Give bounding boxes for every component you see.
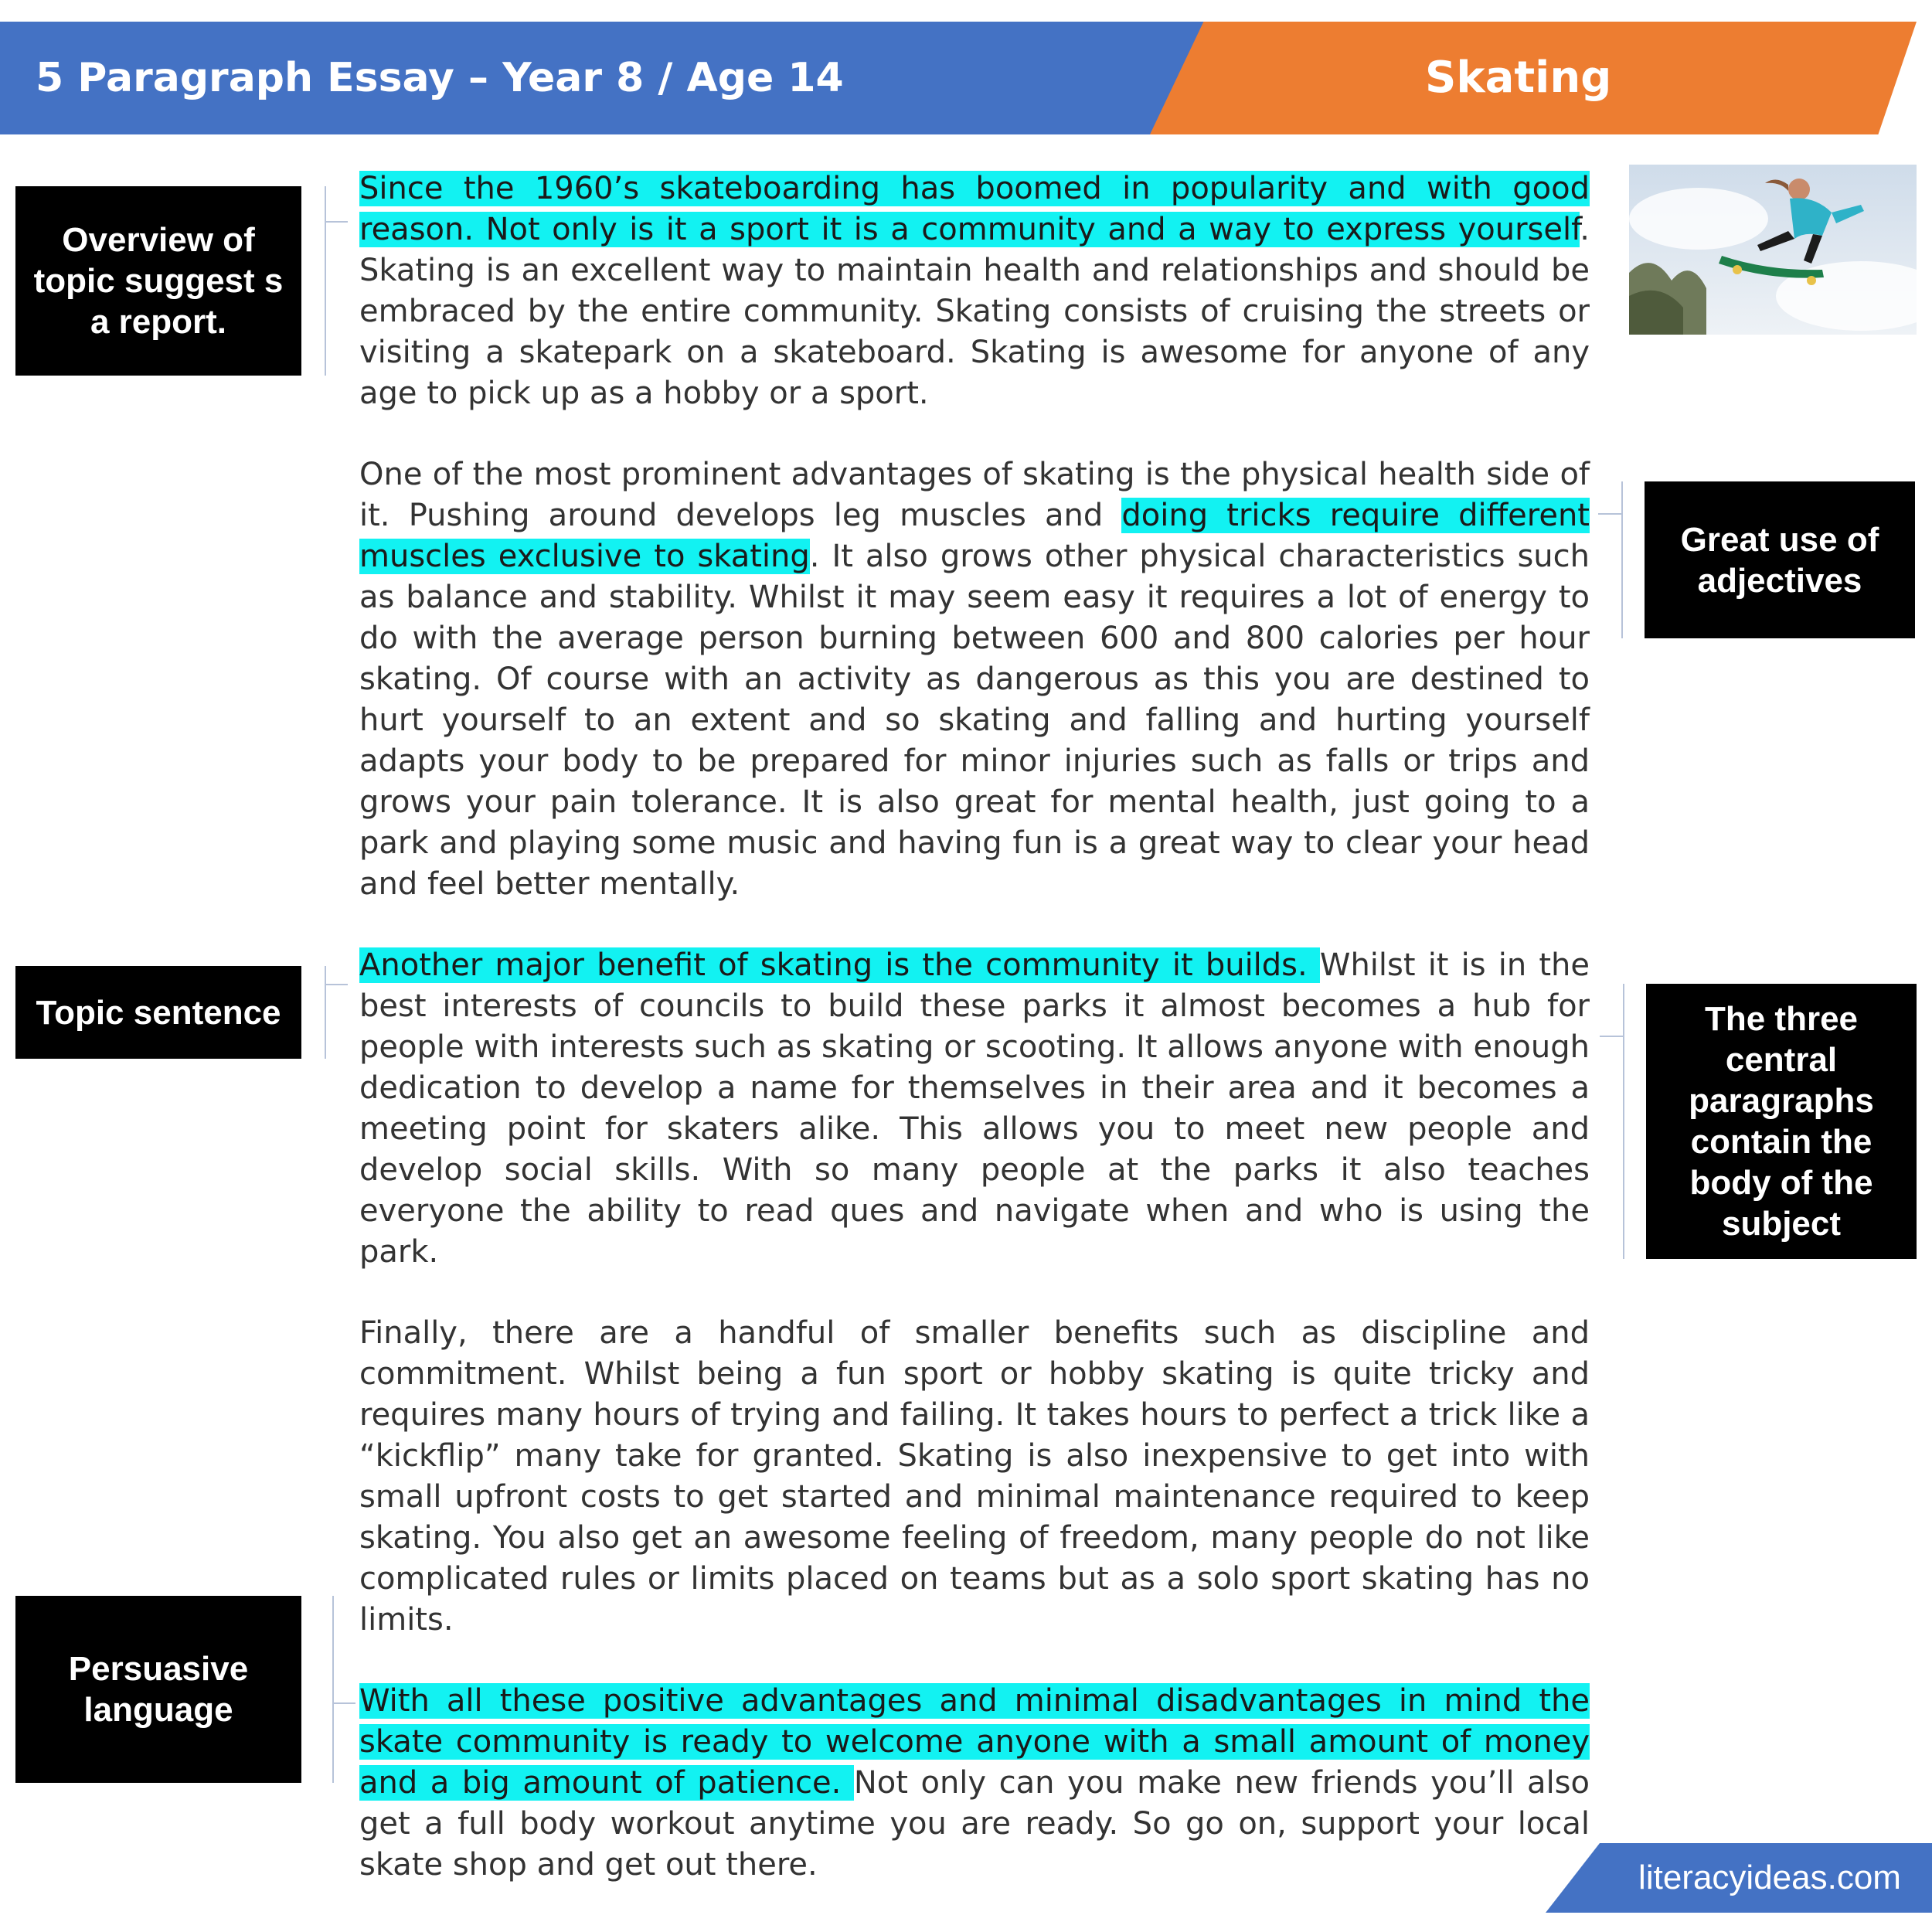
annotation-persuasive — [15, 1596, 301, 1783]
body-1-after: . It also grows other physical characteristics such as balance and stability. Whilst it may seem easy it requires a lot of energy to do with the average person burning between 600 and 800 calories per hour skating. Of course with an activity as dangerous as this you are destined to hurt yourself to an extent and so skating and falling and hurting yourself adapts your body to be prepared for minor injuries such as falls or trips and grows your pain tolerance. It is also great for mental health, just going to a park and playing some music and having fun is a great way to clear your head and feel better mentally. — [359, 539, 1590, 902]
page-title: 5 Paragraph Essay – Year 8 / Age 14 — [36, 55, 844, 101]
body-3-text: Finally, there are a handful of smaller benefits such as discipline and commitment. Whilst being a fun sport or hobby skating is quite tricky and requires many hours of trying and failing. It takes hours to perfect a trick like a “kickflip” many take for granted. Skating is also inexpensive to get into with small upfront costs to get started and minimal maintenance required to keep skating. You also get an awesome feeling of freedom, many people do not like complicated rules or limits placed on teams but as a solo sport skating has no limits. — [359, 1315, 1590, 1638]
annotation-overview — [15, 186, 301, 376]
essay-paragraph-introduction — [359, 168, 1590, 414]
body-2-rest: Whilst it is in the best interests of councils to build these parks it almost becomes a hub for people with interests such as skating or scooting. It allows anyone with enough dedication to develop a name for themselves in their area and it becomes a meeting point for skaters alike. This allows you to meet new people and develop social skills. With so many people at the parks it also teaches everyone the ability to read ques and navigate when and who is using the park. — [359, 947, 1590, 1270]
bracket-topic-sentence — [325, 966, 326, 1059]
highlight-adjectives: doing tricks require different muscles exclusive to skating — [359, 498, 1590, 574]
introduction-rest: . Skating is an excellent way to maintain health and relationships and should be embraced by the entire community. Skating consists of cruising the streets or visiting a skatepark on a skateboard. Skating is awesome for anyone of any age to pick up as a hobby or a sport. — [359, 212, 1590, 411]
bracket-adjectives-tick — [1598, 513, 1621, 515]
essay-paragraph-conclusion — [359, 1681, 1590, 1886]
annotation-central-paragraphs — [1646, 984, 1917, 1259]
bracket-persuasive-tick — [332, 1702, 355, 1704]
annotation-topic-sentence — [15, 966, 301, 1059]
annotation-central-paragraphs-text: The three central paragraphs contain the body of the subject — [1689, 1000, 1874, 1243]
bracket-overview — [325, 186, 326, 376]
skater-photo — [1629, 165, 1917, 335]
essay-paragraph-body-2 — [359, 945, 1590, 1273]
annotation-persuasive-text: Persuasive language — [68, 1650, 249, 1729]
highlight-topic-sentence: Another major benefit of skating is the community it builds. — [359, 947, 1320, 983]
bracket-overview-tick — [325, 221, 348, 223]
annotation-overview-text: Overview of topic suggest s a report. — [33, 221, 284, 341]
bracket-adjectives — [1621, 481, 1623, 638]
essay-paragraph-body-3 — [359, 1313, 1590, 1641]
essay-paragraph-body-1 — [359, 454, 1590, 905]
annotation-adjectives-text: Great use of adjectives — [1680, 520, 1879, 600]
conclusion-rest: Not only can you make new friends you’ll also get a full body workout anytime you are ready. So go on, support your local skate shop and get out there. — [359, 1765, 1590, 1883]
bracket-central-paragraphs-tick — [1600, 1036, 1623, 1037]
bracket-persuasive — [332, 1596, 334, 1783]
highlight-introduction: Since the 1960’s skateboarding has boomed in popularity and with good reason. Not only is it a sport it is a community and a way to express yourself — [359, 171, 1590, 247]
body-1-before: One of the most prominent advantages of skating is the physical health side of it. Pushing around develops leg muscles and — [359, 457, 1590, 533]
bracket-topic-sentence-tick — [325, 984, 348, 985]
footer-site-link[interactable]: literacyideas.com — [1638, 1859, 1901, 1896]
annotation-adjectives — [1645, 481, 1915, 638]
bracket-central-paragraphs — [1623, 984, 1624, 1259]
highlight-persuasive: With all these positive advantages and minimal disadvantages in mind the skate community is ready to welcome anyone with a small amount of money and a big amount of patience. — [359, 1683, 1590, 1801]
essay-topic: Skating — [1425, 53, 1612, 103]
annotation-topic-sentence-text: Topic sentence — [36, 993, 281, 1032]
